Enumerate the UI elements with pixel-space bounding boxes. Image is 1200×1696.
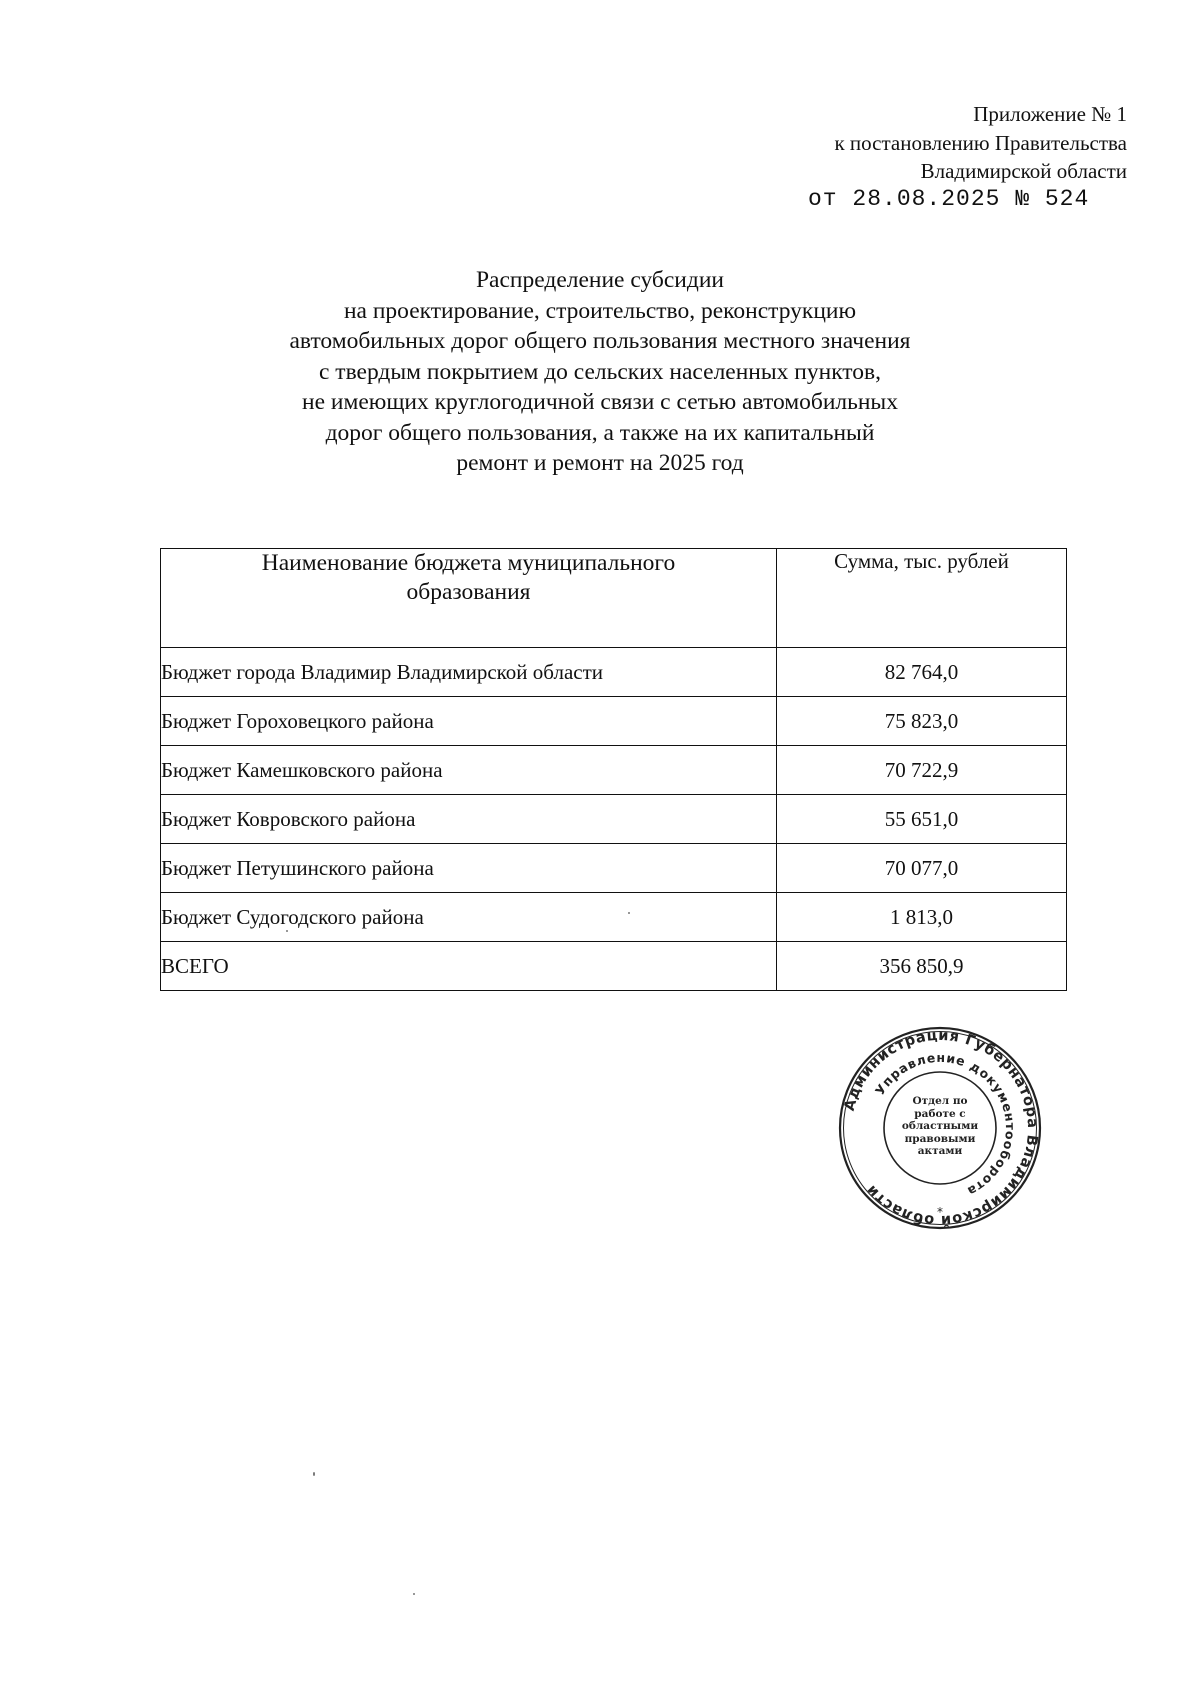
budget-name: Бюджет Гороховецкого района (161, 697, 777, 746)
title-line: Распределение субсидии (475, 267, 724, 293)
table-row (161, 893, 1067, 942)
budget-sum: 75 823,0 (777, 697, 1067, 746)
table-row (161, 697, 1067, 746)
scan-speck (286, 930, 288, 932)
appendix-region: Владимирской области (920, 159, 1127, 183)
stamp-inner-text: Управление документооборота (871, 1049, 1019, 1200)
budget-sum: 70 722,9 (777, 746, 1067, 795)
title-line: ремонт и ремонт на 2025 год (456, 450, 744, 476)
budget-name: Бюджет Камешковского района (161, 746, 777, 795)
official-stamp (837, 1025, 1043, 1231)
budget-sum: 55 651,0 (777, 795, 1067, 844)
table-header-row (161, 549, 1067, 648)
stamp-center-text: Отдел по работе с областными правовыми актами (901, 1095, 979, 1157)
scan-speck (628, 912, 630, 914)
appendix-number: Приложение № 1 (973, 102, 1127, 126)
title-line: автомобильных дорог общего пользования местного значения (289, 328, 911, 354)
column-header-name-line2: образования (406, 579, 531, 605)
budget-name: Бюджет города Владимир Владимирской области (161, 648, 777, 697)
budget-name: Бюджет Ковровского района (161, 795, 777, 844)
table-row (161, 648, 1067, 697)
appendix-date: от 28.08.2025 № 524 (808, 186, 1090, 212)
title-line: дорог общего пользования, а также на их капитальный (325, 419, 875, 446)
scan-speck (313, 1472, 315, 1476)
table-row (161, 746, 1067, 795)
appendix-block (834, 100, 1127, 186)
table-total-row (161, 942, 1067, 991)
table-row (161, 844, 1067, 893)
column-header-name-line1: Наименование бюджета муниципального (261, 550, 676, 576)
total-label: ВСЕГО (161, 942, 777, 991)
budget-sum: 70 077,0 (777, 844, 1067, 893)
budget-sum: 1 813,0 (777, 893, 1067, 942)
budget-sum: 82 764,0 (777, 648, 1067, 697)
scan-speck (413, 1593, 415, 1595)
stamp-outer-text: Администрация Губернатора Владимирской области (841, 1027, 1041, 1229)
total-sum: 356 850,9 (777, 942, 1067, 991)
title-line: на проектирование, строительство, реконструкцию (343, 297, 857, 324)
title-line: с твердым покрытием до сельских населенных пунктов, (319, 358, 881, 385)
subsidy-table (160, 548, 1067, 991)
stamp-star-icon: * (937, 1205, 943, 1219)
budget-name: Бюджет Судогодского района (161, 893, 777, 942)
appendix-ref: к постановлению Правительства (834, 130, 1127, 155)
title-line: не имеющих круглогодичной связи с сетью автомобильных (302, 389, 898, 415)
budget-name: Бюджет Петушинского района (161, 844, 777, 893)
column-header-sum: Сумма, тыс. рублей (777, 549, 1067, 648)
document-title (150, 265, 1050, 479)
table-row (161, 795, 1067, 844)
column-header-name (161, 549, 777, 648)
